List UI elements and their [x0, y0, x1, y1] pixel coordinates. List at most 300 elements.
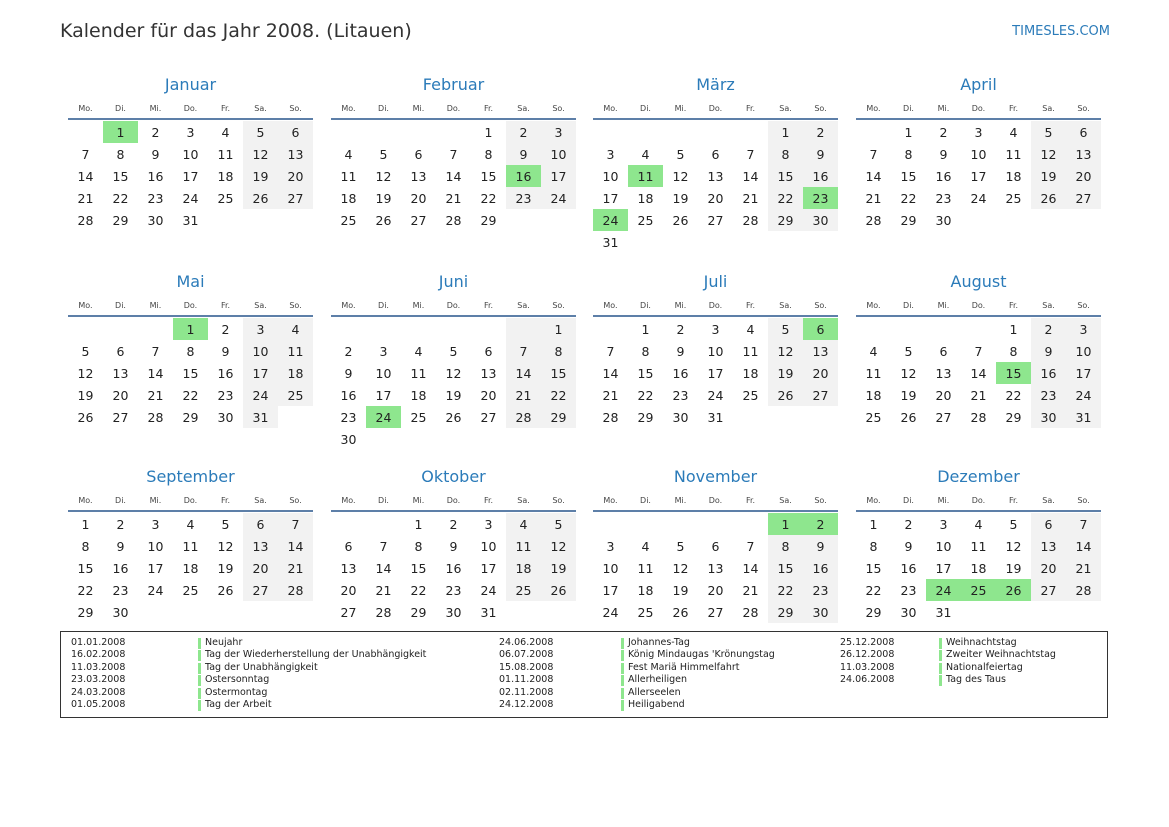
- day-cell: 7: [151, 343, 160, 359]
- empty-cell: [138, 318, 173, 340]
- day-cell: 10: [541, 143, 576, 165]
- day-grid: [331, 317, 576, 450]
- day-cell: 19: [1005, 560, 1022, 576]
- day-cell: 23: [1031, 384, 1066, 406]
- weekday-label: Sa.: [517, 300, 530, 310]
- day-grid: [68, 317, 313, 428]
- day-cell: 2: [803, 121, 838, 143]
- day-cell: 17: [541, 165, 576, 187]
- day-cell: 29: [77, 604, 94, 620]
- holiday-name: Tag der Arbeit: [205, 698, 272, 710]
- day-cell: 6: [939, 343, 948, 359]
- day-cell: 8: [116, 146, 125, 162]
- day-cell: 21: [445, 190, 462, 206]
- month-name: April: [960, 75, 997, 94]
- day-cell: 23: [506, 187, 541, 209]
- day-cell: 11: [182, 538, 199, 554]
- day-cell: 21: [77, 190, 94, 206]
- holiday-name: Zweiter Weihnachtstag: [946, 649, 1056, 661]
- day-cell: 15: [900, 168, 917, 184]
- day-cell: 22: [768, 187, 803, 209]
- day-cell: 19: [900, 387, 917, 403]
- day-cell: 10: [602, 560, 619, 576]
- weekday-header: [68, 295, 313, 317]
- day-cell: 22: [541, 384, 576, 406]
- legend-row: [71, 662, 491, 674]
- legend-row: [71, 649, 491, 661]
- weekday-label: Fr.: [1008, 103, 1019, 113]
- day-cell: 19: [77, 387, 94, 403]
- holiday-day-cell: 2: [803, 513, 838, 535]
- day-cell: 5: [1009, 516, 1018, 532]
- holiday-date: 15.08.2008: [499, 661, 554, 673]
- day-cell: 30: [340, 431, 357, 447]
- day-cell: 12: [768, 340, 803, 362]
- weekday-header: [593, 295, 838, 317]
- legend-row: [499, 687, 919, 699]
- day-cell: 21: [506, 384, 541, 406]
- day-cell: 13: [243, 535, 278, 557]
- day-cell: 27: [410, 212, 427, 228]
- day-cell: 24: [707, 387, 724, 403]
- weekday-label: Di.: [378, 300, 389, 310]
- day-cell: 23: [112, 582, 129, 598]
- weekday-label: Di.: [640, 495, 651, 505]
- day-cell: 23: [340, 409, 357, 425]
- holiday-date: 01.01.2008: [71, 637, 126, 648]
- day-cell: 25: [506, 579, 541, 601]
- weekday-header: [593, 98, 838, 120]
- day-cell: 29: [112, 212, 129, 228]
- weekday-label: Fr.: [745, 495, 756, 505]
- day-grid: [593, 512, 838, 623]
- day-cell: 19: [445, 387, 462, 403]
- day-cell: 1: [484, 124, 493, 140]
- day-cell: 5: [676, 146, 685, 162]
- legend-row: [499, 699, 919, 711]
- holiday-date: 25.12.2008: [840, 637, 895, 648]
- day-cell: 2: [904, 516, 913, 532]
- holiday-marker: [198, 688, 201, 699]
- day-cell: 14: [1066, 535, 1101, 557]
- empty-cell: [331, 121, 366, 143]
- day-cell: 30: [217, 409, 234, 425]
- day-cell: 27: [935, 409, 952, 425]
- day-cell: 20: [410, 190, 427, 206]
- day-cell: 2: [676, 321, 685, 337]
- holiday-marker: [621, 688, 624, 699]
- day-cell: 14: [278, 535, 313, 557]
- weekday-label: So.: [814, 103, 827, 113]
- day-cell: 30: [803, 209, 838, 231]
- holiday-day-cell: 24: [366, 406, 401, 428]
- day-cell: 20: [278, 165, 313, 187]
- day-cell: 17: [243, 362, 278, 384]
- weekday-label: Do.: [971, 300, 986, 310]
- day-cell: 3: [606, 146, 615, 162]
- month-name: März: [696, 75, 735, 94]
- weekday-label: Di.: [378, 495, 389, 505]
- day-cell: 19: [541, 557, 576, 579]
- holiday-day-cell: 11: [628, 165, 663, 187]
- holiday-marker: [198, 663, 201, 674]
- day-cell: 11: [340, 168, 357, 184]
- month-name: August: [950, 272, 1007, 291]
- weekday-label: Do.: [708, 300, 723, 310]
- day-cell: 3: [1066, 318, 1101, 340]
- day-cell: 2: [449, 516, 458, 532]
- holiday-date: 24.12.2008: [499, 698, 554, 710]
- empty-cell: [366, 513, 401, 535]
- month-name: Juni: [438, 272, 469, 291]
- day-cell: 22: [480, 190, 497, 206]
- day-cell: 5: [541, 513, 576, 535]
- day-cell: 20: [803, 362, 838, 384]
- day-cell: 27: [278, 187, 313, 209]
- day-cell: 23: [217, 387, 234, 403]
- holiday-name: König Mindaugas 'Krönungstag: [628, 649, 775, 661]
- holiday-date: 06.07.2008: [499, 649, 554, 661]
- month-name: Januar: [164, 75, 217, 94]
- day-cell: 16: [935, 168, 952, 184]
- holiday-name: Nationalfeiertag: [946, 661, 1023, 673]
- legend-row: [71, 699, 491, 711]
- holiday-day-cell: 26: [996, 579, 1031, 601]
- day-cell: 16: [217, 365, 234, 381]
- day-cell: 25: [1005, 190, 1022, 206]
- empty-cell: [628, 513, 663, 535]
- day-cell: 18: [637, 582, 654, 598]
- weekday-label: Sa.: [254, 495, 267, 505]
- day-cell: 24: [541, 187, 576, 209]
- day-cell: 21: [278, 557, 313, 579]
- day-cell: 20: [707, 190, 724, 206]
- day-cell: 7: [506, 340, 541, 362]
- day-cell: 9: [221, 343, 230, 359]
- day-cell: 14: [445, 168, 462, 184]
- weekday-label: Fr.: [745, 300, 756, 310]
- day-cell: 7: [1066, 513, 1101, 535]
- day-cell: 12: [445, 365, 462, 381]
- empty-cell: [891, 318, 926, 340]
- day-cell: 27: [112, 409, 129, 425]
- day-cell: 8: [541, 340, 576, 362]
- day-cell: 31: [602, 234, 619, 250]
- holiday-day-cell: 25: [961, 579, 996, 601]
- day-cell: 4: [746, 321, 755, 337]
- day-cell: 5: [768, 318, 803, 340]
- day-cell: 28: [445, 212, 462, 228]
- day-cell: 19: [672, 582, 689, 598]
- day-cell: 6: [344, 538, 353, 554]
- day-cell: 7: [379, 538, 388, 554]
- weekday-label: Do.: [708, 103, 723, 113]
- day-cell: 10: [935, 538, 952, 554]
- empty-cell: [733, 513, 768, 535]
- day-cell: 9: [116, 538, 125, 554]
- day-cell: 18: [410, 387, 427, 403]
- day-cell: 28: [278, 579, 313, 601]
- day-cell: 10: [182, 146, 199, 162]
- day-cell: 4: [641, 538, 650, 554]
- weekday-label: So.: [552, 495, 565, 505]
- day-cell: 18: [217, 168, 234, 184]
- day-cell: 8: [768, 143, 803, 165]
- day-cell: 4: [186, 516, 195, 532]
- weekday-label: Fr.: [483, 103, 494, 113]
- weekday-label: Fr.: [1008, 495, 1019, 505]
- weekday-label: Mi.: [149, 103, 162, 113]
- holiday-date: 24.06.2008: [499, 637, 554, 648]
- weekday-label: Sa.: [779, 495, 792, 505]
- day-cell: 8: [484, 146, 493, 162]
- empty-cell: [593, 318, 628, 340]
- day-cell: 18: [278, 362, 313, 384]
- weekday-label: Mo.: [341, 300, 356, 310]
- day-cell: 21: [742, 582, 759, 598]
- day-cell: 7: [278, 513, 313, 535]
- day-cell: 11: [970, 538, 987, 554]
- empty-cell: [68, 318, 103, 340]
- day-cell: 1: [81, 516, 90, 532]
- empty-cell: [856, 121, 891, 143]
- day-cell: 20: [1031, 557, 1066, 579]
- weekday-label: Sa.: [1042, 103, 1055, 113]
- weekday-header: [331, 490, 576, 512]
- day-cell: 30: [672, 409, 689, 425]
- day-cell: 12: [217, 538, 234, 554]
- weekday-label: Do.: [446, 103, 461, 113]
- day-cell: 30: [803, 601, 838, 623]
- weekday-label: Mi.: [412, 300, 425, 310]
- day-cell: 6: [243, 513, 278, 535]
- day-cell: 2: [151, 124, 160, 140]
- empty-cell: [436, 121, 471, 143]
- weekday-label: Mo.: [866, 300, 881, 310]
- month-juni: [331, 269, 576, 450]
- holiday-date: 24.06.2008: [840, 674, 895, 686]
- day-cell: 22: [410, 582, 427, 598]
- day-cell: 6: [116, 343, 125, 359]
- day-cell: 28: [147, 409, 164, 425]
- empty-cell: [401, 318, 436, 340]
- day-cell: 2: [116, 516, 125, 532]
- weekday-label: Mi.: [412, 103, 425, 113]
- day-cell: 8: [414, 538, 423, 554]
- day-cell: 28: [1066, 579, 1101, 601]
- day-cell: 13: [410, 168, 427, 184]
- day-cell: 28: [742, 604, 759, 620]
- empty-cell: [506, 318, 541, 340]
- day-cell: 20: [1066, 165, 1101, 187]
- day-cell: 13: [480, 365, 497, 381]
- weekday-header: [856, 490, 1101, 512]
- day-cell: 5: [676, 538, 685, 554]
- legend-row: [71, 687, 491, 699]
- day-cell: 17: [935, 560, 952, 576]
- weekday-label: So.: [1077, 103, 1090, 113]
- day-cell: 16: [803, 557, 838, 579]
- day-cell: 28: [77, 212, 94, 228]
- month-name: Juli: [703, 272, 728, 291]
- weekday-label: Do.: [183, 495, 198, 505]
- day-cell: 11: [217, 146, 234, 162]
- weekday-label: Fr.: [483, 300, 494, 310]
- day-cell: 30: [445, 604, 462, 620]
- day-cell: 1: [869, 516, 878, 532]
- day-cell: 29: [637, 409, 654, 425]
- day-cell: 3: [606, 538, 615, 554]
- day-cell: 4: [278, 318, 313, 340]
- day-cell: 9: [904, 538, 913, 554]
- month-juli: [593, 269, 838, 428]
- weekday-label: Di.: [903, 300, 914, 310]
- empty-cell: [698, 513, 733, 535]
- month-märz: [593, 72, 838, 253]
- holiday-day-cell: 1: [103, 121, 138, 143]
- day-cell: 19: [243, 165, 278, 187]
- holiday-date: 24.03.2008: [71, 686, 126, 698]
- day-cell: 4: [221, 124, 230, 140]
- day-cell: 15: [480, 168, 497, 184]
- holiday-day-cell: 24: [593, 209, 628, 231]
- day-cell: 18: [970, 560, 987, 576]
- holiday-marker: [621, 663, 624, 674]
- weekday-label: Mo.: [78, 103, 93, 113]
- day-cell: 24: [243, 384, 278, 406]
- day-cell: 26: [243, 187, 278, 209]
- day-cell: 3: [379, 343, 388, 359]
- weekday-label: Mo.: [341, 495, 356, 505]
- day-cell: 26: [217, 582, 234, 598]
- month-mai: [68, 269, 313, 428]
- day-cell: 25: [182, 582, 199, 598]
- weekday-label: Sa.: [779, 103, 792, 113]
- day-cell: 28: [742, 212, 759, 228]
- weekday-label: Mi.: [674, 495, 687, 505]
- weekday-label: Mo.: [78, 300, 93, 310]
- day-cell: 2: [344, 343, 353, 359]
- empty-cell: [733, 121, 768, 143]
- day-cell: 5: [379, 146, 388, 162]
- day-cell: 18: [182, 560, 199, 576]
- holiday-marker: [621, 700, 624, 711]
- day-cell: 21: [970, 387, 987, 403]
- holiday-marker: [621, 675, 624, 686]
- day-cell: 6: [711, 146, 720, 162]
- day-cell: 22: [112, 190, 129, 206]
- day-cell: 19: [217, 560, 234, 576]
- holiday-marker: [939, 663, 942, 674]
- day-cell: 13: [803, 340, 838, 362]
- weekday-label: Mi.: [937, 495, 950, 505]
- holiday-date: 11.03.2008: [71, 661, 126, 673]
- empty-cell: [366, 121, 401, 143]
- day-cell: 21: [742, 190, 759, 206]
- legend-row: [71, 637, 491, 649]
- weekday-label: Do.: [971, 495, 986, 505]
- holiday-marker: [198, 700, 201, 711]
- legend-row: [71, 674, 491, 686]
- day-cell: 28: [602, 409, 619, 425]
- day-cell: 11: [637, 560, 654, 576]
- empty-cell: [593, 121, 628, 143]
- weekday-label: Mi.: [149, 495, 162, 505]
- weekday-header: [68, 490, 313, 512]
- legend-row: [840, 649, 1090, 661]
- weekday-label: Mo.: [603, 103, 618, 113]
- month-september: [68, 464, 313, 623]
- day-cell: 29: [768, 209, 803, 231]
- day-cell: 14: [970, 365, 987, 381]
- day-cell: 22: [637, 387, 654, 403]
- day-cell: 15: [410, 560, 427, 576]
- day-cell: 18: [1005, 168, 1022, 184]
- holiday-day-cell: 6: [803, 318, 838, 340]
- month-oktober: [331, 464, 576, 623]
- day-cell: 1: [1009, 321, 1018, 337]
- weekday-label: Mo.: [603, 495, 618, 505]
- day-cell: 17: [602, 190, 619, 206]
- day-cell: 9: [676, 343, 685, 359]
- holiday-date: 02.11.2008: [499, 686, 554, 698]
- month-name: September: [146, 467, 235, 486]
- day-cell: 3: [243, 318, 278, 340]
- day-cell: 9: [803, 143, 838, 165]
- day-cell: 26: [1031, 187, 1066, 209]
- day-cell: 15: [768, 165, 803, 187]
- page-title: Kalender für das Jahr 2008. (Litauen): [60, 20, 412, 42]
- weekday-label: Sa.: [517, 103, 530, 113]
- day-cell: 7: [746, 146, 755, 162]
- day-cell: 11: [410, 365, 427, 381]
- day-cell: 25: [742, 387, 759, 403]
- day-cell: 24: [970, 190, 987, 206]
- day-cell: 14: [742, 560, 759, 576]
- day-cell: 26: [672, 212, 689, 228]
- day-cell: 18: [340, 190, 357, 206]
- day-cell: 1: [414, 516, 423, 532]
- holiday-date: 26.12.2008: [840, 649, 895, 661]
- day-cell: 4: [344, 146, 353, 162]
- day-cell: 20: [243, 557, 278, 579]
- weekday-label: Sa.: [779, 300, 792, 310]
- day-cell: 29: [541, 406, 576, 428]
- day-cell: 25: [637, 212, 654, 228]
- weekday-header: [856, 295, 1101, 317]
- day-cell: 7: [974, 343, 983, 359]
- day-cell: 25: [865, 409, 882, 425]
- day-cell: 4: [414, 343, 423, 359]
- day-cell: 16: [672, 365, 689, 381]
- day-cell: 17: [147, 560, 164, 576]
- day-cell: 4: [869, 343, 878, 359]
- day-cell: 9: [803, 535, 838, 557]
- weekday-label: Sa.: [1042, 300, 1055, 310]
- weekday-label: Mo.: [341, 103, 356, 113]
- day-cell: 21: [375, 582, 392, 598]
- day-cell: 15: [768, 557, 803, 579]
- holiday-legend: [60, 631, 1108, 718]
- holiday-date: 01.05.2008: [71, 698, 126, 710]
- day-cell: 26: [900, 409, 917, 425]
- weekday-label: So.: [552, 103, 565, 113]
- brand-link[interactable]: TIMESLES.COM: [1012, 24, 1110, 39]
- month-august: [856, 269, 1101, 428]
- day-cell: 11: [278, 340, 313, 362]
- day-cell: 22: [182, 387, 199, 403]
- month-name: Dezember: [937, 467, 1020, 486]
